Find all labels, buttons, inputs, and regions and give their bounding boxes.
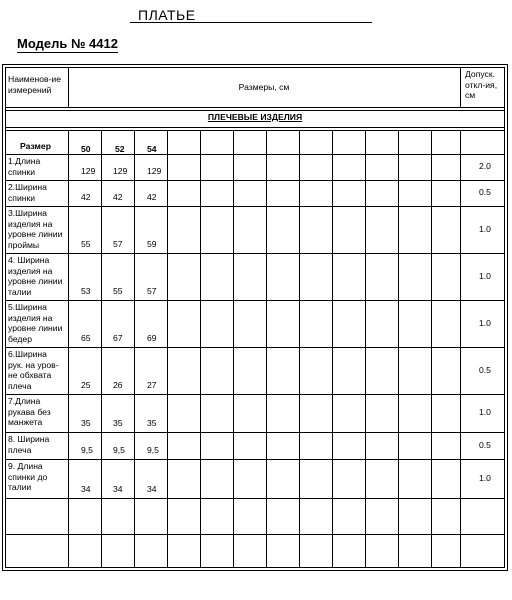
size-value-52: 9,5 — [113, 445, 125, 455]
size-value-50: 35 — [81, 418, 91, 428]
measurement-name: 2.Ширина спинки — [8, 182, 47, 203]
size-value-52: 67 — [113, 333, 123, 343]
size-52: 52 — [115, 144, 125, 154]
tolerance-value: 1.0 — [479, 473, 491, 483]
measurement-name: 5.Ширина изделия на уровне линии бедер — [8, 302, 63, 344]
tolerance-value: 1.0 — [479, 271, 491, 281]
size-value-52: 35 — [113, 418, 123, 428]
size-value-50: 34 — [81, 484, 91, 494]
size-value-52: 57 — [113, 239, 123, 249]
size-value-50: 25 — [81, 380, 91, 390]
table-grid — [2, 64, 508, 571]
size-value-50: 55 — [81, 239, 91, 249]
measurement-name: 6.Ширина рук. на уров- не обхвата плеча — [8, 349, 59, 391]
size-value-52: 34 — [113, 484, 123, 494]
size-label: Размер — [20, 141, 51, 151]
document-title: ПЛАТЬЕ — [138, 7, 196, 23]
size-50: 50 — [81, 144, 91, 154]
measurement-name: 8. Ширина плеча — [8, 434, 50, 455]
size-value-52: 26 — [113, 380, 123, 390]
size-value-52: 55 — [113, 286, 123, 296]
size-value-50: 65 — [81, 333, 91, 343]
size-value-54: 9,5 — [147, 445, 159, 455]
size-value-54: 35 — [147, 418, 157, 428]
tolerance-value: 0.5 — [479, 365, 491, 375]
measurement-name: 3.Ширина изделия на уровне линии проймы — [8, 208, 63, 250]
size-value-50: 129 — [81, 166, 96, 176]
section-heading: ПЛЕЧЕВЫЕ ИЗДЕЛИЯ — [207, 112, 303, 122]
size-54: 54 — [147, 144, 157, 154]
header-measurement-name: Наименов-ие измерений — [8, 74, 62, 95]
size-value-52: 129 — [113, 166, 128, 176]
tolerance-value: 1.0 — [479, 407, 491, 417]
size-value-54: 34 — [147, 484, 157, 494]
size-value-54: 42 — [147, 192, 157, 202]
size-value-52: 42 — [113, 192, 123, 202]
measurement-name: 4. Ширина изделия на уровне линии талии — [8, 255, 63, 297]
size-value-54: 69 — [147, 333, 157, 343]
measurements-table — [2, 64, 508, 571]
size-value-54: 129 — [147, 166, 162, 176]
header-sizes: Размеры, см — [238, 82, 290, 92]
header-tolerance: Допуск. откл-ия, см — [465, 69, 498, 101]
tolerance-value: 1.0 — [479, 224, 491, 234]
tolerance-value: 1.0 — [479, 318, 491, 328]
size-value-54: 27 — [147, 380, 157, 390]
model-number: Модель № 4412 — [17, 36, 118, 51]
tolerance-value: 0.5 — [479, 187, 491, 197]
size-value-50: 42 — [81, 192, 91, 202]
tolerance-value: 0.5 — [479, 440, 491, 450]
measurement-name: 9. Длина спинки до талии — [8, 461, 48, 493]
tolerance-value: 2.0 — [479, 161, 491, 171]
measurement-name: 1.Длина спинки — [8, 156, 41, 177]
title-underline — [130, 22, 372, 23]
size-value-50: 9,5 — [81, 445, 93, 455]
size-value-54: 59 — [147, 239, 157, 249]
measurement-name: 7.Длина рукава без манжета — [8, 396, 51, 428]
size-value-54: 57 — [147, 286, 157, 296]
size-value-50: 53 — [81, 286, 91, 296]
